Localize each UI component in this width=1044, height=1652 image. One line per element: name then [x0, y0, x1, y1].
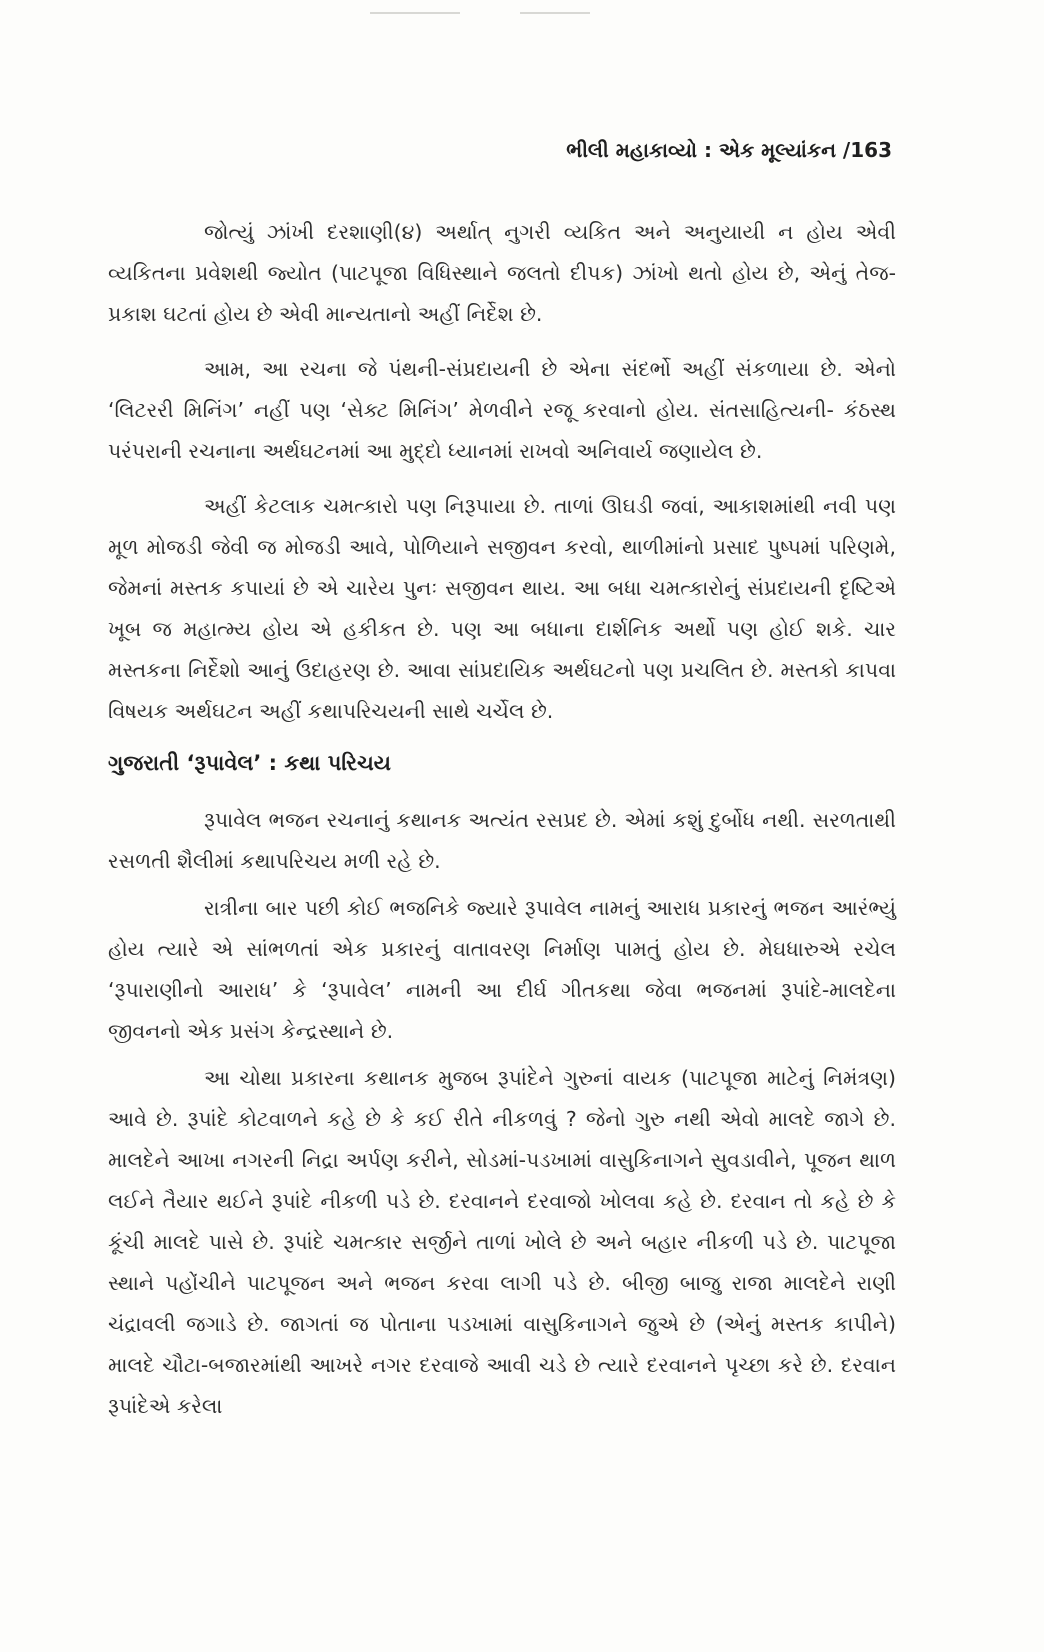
paragraph: આમ, આ રચના જે પંથની-સંપ્રદાયની છે એના સંદર્ભો અહીં સંકળાયા છે. એનો ‘લિટરરી મિનિંગ’ નહીં પણ ‘સેક્ટ મિનિંગ’ મેળવીને રજૂ કરવાનો હોય. સંતસાહિત્યની- કંઠસ્થ પરંપરાની રચનાના અર્થઘટનમાં આ મુદ્દો ધ્યાનમાં રાખવો અનિવાર્ય જણાયેલ છે. — [108, 357, 896, 463]
running-header: ભીલી મહાકાવ્યો : એક મૂલ્યાંકન /163 — [566, 138, 892, 162]
paragraph: જોત્યું ઝાંખી દરશાણી(૪) અર્થાત્ નુગરી વ્યકિત અને અનુયાયી ન હોય એવી વ્યકિતના પ્રવેશથી જ્યોત (પાટપૂજા વિધિસ્થાને જલતો દીપક) ઝાંખો થતો હોય છે, એનું તેજ-પ્રકાશ ઘટતાં હોય છે એવી માન્યતાનો અહીં નિર્દેશ છે. — [108, 220, 896, 326]
paragraph: અહીં કેટલાક ચમત્કારો પણ નિરૂપાયા છે. તાળાં ઊઘડી જવાં, આકાશમાંથી નવી પણ મૂળ મોજડી જેવી જ મોજડી આવે, પોળિયાને સજીવન કરવો, થાળીમાંનો પ્રસાદ પુષ્પમાં પરિણમે, જેમનાં મસ્તક કપાયાં છે એ ચારેય પુનઃ સજીવન થાય. આ બધા ચમત્કારોનું સંપ્રદાયની દૃષ્ટિએ ખૂબ જ મહાત્મ્ય હોય એ હકીકત છે. પણ આ બધાના દાર્શનિક અર્થો પણ હોઈ શકે. ચાર મસ્તકના નિર્દેશો આનું ઉદાહરણ છે. આવા સાંપ્રદાયિક અર્થઘટનો પણ પ્રચલિત છે. મસ્તકો કાપવા વિષયક અર્થઘટન અહીં કથાપરિચયની સાથે ચર્ચેલ છે. — [108, 494, 896, 723]
paragraph: આ ચોથા પ્રકારના કથાનક મુજબ રૂપાંદેને ગુરુનાં વાયક (પાટપૂજા માટેનું નિમંત્રણ) આવે છે. રૂપાંદે કોટવાળને કહે છે કે કઈ રીતે નીકળવું ? જેનો ગુરુ નથી એવો માલદે જાગે છે. માલદેને આખા નગરની નિદ્રા અર્પણ કરીને, સોડમાં-પડખામાં વાસુકિનાગને સુવડાવીને, પૂજન થાળ લઈને તૈયાર થઈને રૂપાંદે નીકળી પડે છે. દરવાનને દરવાજો ખોલવા કહે છે. દરવાન તો કહે છે કે કૂંચી માલદે પાસે છે. રૂપાંદે ચમત્કાર સર્જીને તાળાં ખોલે છે અને બહાર નીકળી પડે છે. પાટપૂજા સ્થાને પહોંચીને પાટપૂજન અને ભજન કરવા લાગી પડે છે. બીજી બાજુ રાજા માલદેને રાણી ચંદ્રાવલી જગાડે છે. જાગતાં જ પોતાના પડખામાં વાસુકિનાગને જુએ છે (એનું મસ્તક કાપીને) માલદે ચૌટા-બજારમાંથી આખરે નગર દરવાજે આવી ચડે છે ત્યારે દરવાનને પૃચ્છા કરે છે. દરવાન રૂપાંદેએ કરેલા — [108, 1066, 896, 1418]
scan-artifact-top — [370, 12, 460, 14]
scan-artifact-top-2 — [520, 12, 590, 14]
paragraph: રૂપાવેલ ભજન રચનાનું કથાનક અત્યંત રસપ્રદ છે. એમાં કશું દુર્બોધ નથી. સરળતાથી રસળતી શૈલીમાં કથાપરિચય મળી રહે છે. — [108, 808, 896, 873]
section-heading: ગુજરાતી ‘રૂપાવેલ’ : કથા પરિચય — [108, 751, 391, 775]
paragraph: રાત્રીના બાર પછી કોઈ ભજનિકે જ્યારે રૂપાવેલ નામનું આરાધ પ્રકારનું ભજન આરંભ્યું હોય ત્યારે એ સાંભળતાં એક પ્રકારનું વાતાવરણ નિર્માણ પામતું હોય છે. મેઘધારુએ રચેલ ‘રૂપારાણીનો આરાધ’ કે ‘રૂપાવેલ’ નામની આ દીર્ઘ ગીતકથા જેવા ભજનમાં રૂપાંદે-માલદેના જીવનનો એક પ્રસંગ કેન્દ્રસ્થાને છે. — [108, 896, 896, 1043]
body-text — [108, 212, 896, 1433]
